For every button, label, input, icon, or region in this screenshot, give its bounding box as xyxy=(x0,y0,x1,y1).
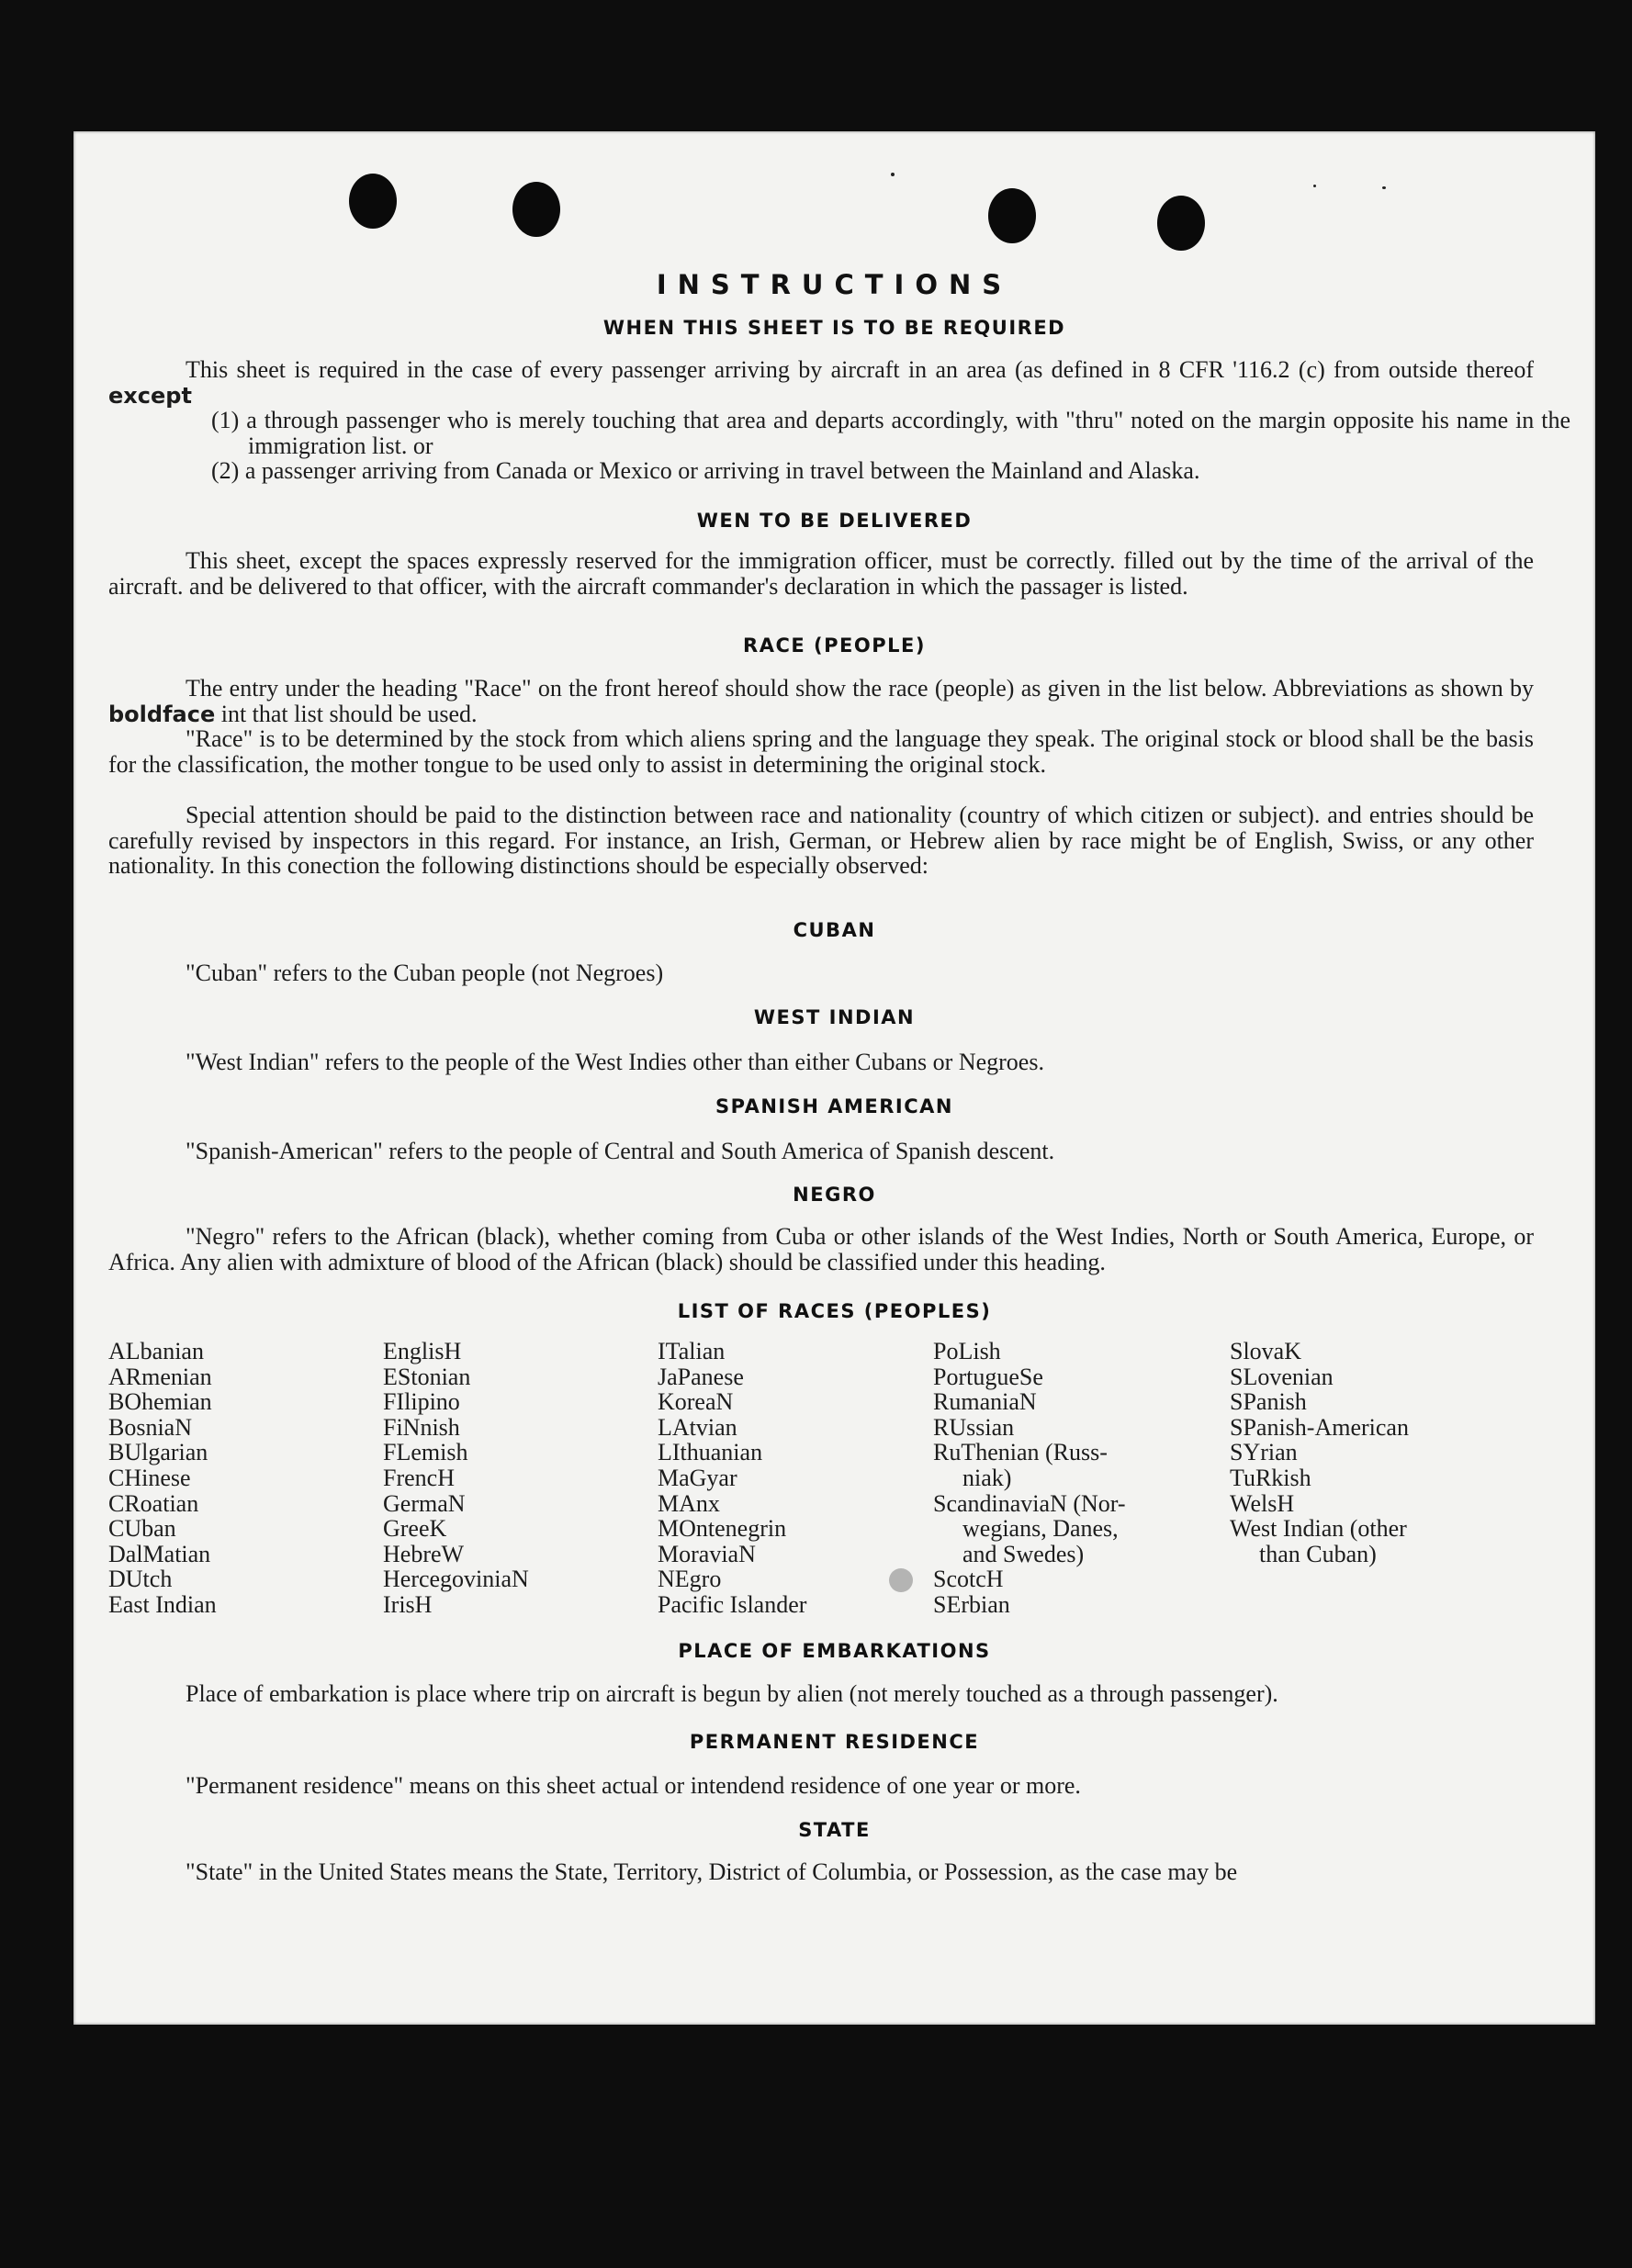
paragraph-race-1: The entry under the heading "Race" on the front hereof should show the race (people) as given in the list below. Abbreviations as shown by boldface int that list should be used. xyxy=(108,675,1534,727)
paragraph-cuban: "Cuban" refers to the Cuban people (not Negroes) xyxy=(186,960,664,986)
races-column-4 xyxy=(933,1339,1126,1618)
heading-list-of-races: LIST OF RACES (PEOPLES) xyxy=(677,1300,992,1322)
document-page xyxy=(73,131,1595,2025)
bold-except: except xyxy=(108,382,192,409)
punch-hole-2 xyxy=(512,182,560,237)
paragraph-race-3: Special attention should be paid to the distinction between race and nationality (country of which citizen or subject). and entries should be carefully revised by inspectors in this regard. For instance, an Irish, German, or Hebrew alien by race might be of English, Swiss, or any other nationality. In this conection the following distinctions should be especially observed: xyxy=(108,802,1534,879)
heading-when-delivered: WEN TO BE DELIVERED xyxy=(696,510,973,532)
heading-permanent-residence: PERMANENT RESIDENCE xyxy=(689,1731,980,1753)
race-entry-continued: wegians, Danes, xyxy=(962,1515,1119,1543)
heading-embarkation: PLACE OF EMBARKATIONS xyxy=(678,1640,991,1662)
race-entry: ARmenian xyxy=(108,1363,212,1390)
punch-hole-3 xyxy=(988,188,1036,243)
race-entry: MaGyar xyxy=(658,1464,737,1491)
dust-speck xyxy=(1313,185,1316,187)
paragraph-state: "State" in the United States means the State, Territory, District of Columbia, or Possession, as the case may be xyxy=(186,1858,1238,1885)
paragraph-spanish-american: "Spanish-American" refers to the people of Central and South America of Spanish descent. xyxy=(186,1138,1055,1164)
race-entry: MOntenegrin xyxy=(658,1515,787,1543)
race-entry: EStonian xyxy=(383,1363,471,1390)
race-entry: FrencH xyxy=(383,1464,455,1491)
race-entry: DUtch xyxy=(108,1566,173,1593)
race-entry: CHinese xyxy=(108,1464,191,1491)
race-entry: EnglisH xyxy=(383,1338,462,1364)
race-entry: BUlgarian xyxy=(108,1439,208,1466)
punch-hole-4 xyxy=(1157,196,1205,251)
dust-speck xyxy=(1382,186,1386,189)
race-entry: CRoatian xyxy=(108,1489,199,1517)
race-entry: KoreaN xyxy=(658,1388,734,1416)
heading-negro: NEGRO xyxy=(793,1184,876,1206)
race-entry: ITalian xyxy=(658,1338,726,1364)
race-entry: MoraviaN xyxy=(658,1540,756,1567)
race-entry: ScandinaviaN (Nor- xyxy=(933,1489,1126,1517)
bold-boldface: boldface xyxy=(108,701,216,727)
paragraph-embarkation: Place of embarkation is place where trip on aircraft is begun by alien (not merely touched as a through passenger). xyxy=(186,1680,1278,1707)
race-entry: SPanish xyxy=(1230,1388,1307,1416)
race-entry: SPanish-American xyxy=(1230,1413,1409,1441)
paragraph-west-indian: "West Indian" refers to the people of the West Indies other than either Cubans or Negroes. xyxy=(186,1049,1044,1075)
race-entry: IrisH xyxy=(383,1590,433,1618)
race-entry: PortugueSe xyxy=(933,1363,1043,1390)
race-entry: JaPanese xyxy=(658,1363,744,1390)
race-entry: FiNnish xyxy=(383,1413,460,1441)
race-entry: NEgro xyxy=(658,1566,722,1593)
exception-item-1: (1) a through passenger who is merely touching that area and departs accordingly, with "thru" noted on the margin opposite his name in the immigration list. or xyxy=(211,407,1570,459)
race-entry: FLemish xyxy=(383,1439,468,1466)
race-entry: FIlipino xyxy=(383,1388,460,1416)
race-entry: WelsH xyxy=(1230,1489,1295,1517)
race-entry: BOhemian xyxy=(108,1388,212,1416)
race-entry-continued: than Cuban) xyxy=(1259,1540,1377,1567)
races-column-5 xyxy=(1230,1339,1409,1566)
paragraph-permanent-residence: "Permanent residence" means on this sheet actual or intendend residence of one year or more. xyxy=(186,1772,1081,1799)
race-entry: ALbanian xyxy=(108,1338,204,1364)
exception-item-2: (2) a passenger arriving from Canada or Mexico or arriving in travel between the Mainland and Alaska. xyxy=(211,457,1200,484)
race-entry: ScotcH xyxy=(933,1566,1004,1593)
heading-race: RACE (PEOPLE) xyxy=(743,634,926,657)
heading-west-indian: WEST INDIAN xyxy=(753,1006,916,1028)
race-entry: GreeK xyxy=(383,1515,447,1543)
race-entry: DalMatian xyxy=(108,1540,211,1567)
race-entry-continued: and Swedes) xyxy=(962,1540,1085,1567)
race-entry: BosniaN xyxy=(108,1413,192,1441)
race-entry: RuThenian (Russ- xyxy=(933,1439,1108,1466)
race-entry: HercegoviniaN xyxy=(383,1566,529,1593)
race-entry: SYrian xyxy=(1230,1439,1298,1466)
dust-speck xyxy=(891,173,895,176)
heading-when-required: WHEN THIS SHEET IS TO BE REQUIRED xyxy=(602,317,1066,339)
paragraph-negro: "Negro" refers to the African (black), whether coming from Cuba or other islands of the West Indies, North or South America, Europe, or Africa. Any alien with admixture of blood of the African (black) should be classified under this heading. xyxy=(108,1223,1534,1275)
race-entry: Pacific Islander xyxy=(658,1590,807,1618)
race-entry: LIthuanian xyxy=(658,1439,763,1466)
race-entry: West Indian (other xyxy=(1230,1515,1407,1543)
race-entry: East Indian xyxy=(108,1590,217,1618)
ink-blot xyxy=(889,1568,913,1592)
races-column-3 xyxy=(658,1339,806,1618)
race-entry: SErbian xyxy=(933,1590,1010,1618)
race-entry: SLovenian xyxy=(1230,1363,1334,1390)
race-entry: GermaN xyxy=(383,1489,466,1517)
race-entry-continued: niak) xyxy=(962,1464,1012,1491)
race-entry: SlovaK xyxy=(1230,1338,1301,1364)
punch-hole-1 xyxy=(349,174,397,229)
paragraph-race-2: "Race" is to be determined by the stock from which aliens spring and the language they speak. The original stock or blood shall be the basis for the classification, the mother tongue to be used only to assist in determining the original stock. xyxy=(108,725,1534,778)
race-entry: RUssian xyxy=(933,1413,1015,1441)
paragraph-when-delivered: This sheet, except the spaces expressly reserved for the immigration officer, must be correctly. filled out by the time of the arrival of the aircraft. and be delivered to that officer, with the aircraft commander's declaration in which the passager is listed. xyxy=(108,547,1534,600)
races-column-2 xyxy=(383,1339,529,1618)
race-entry: LAtvian xyxy=(658,1413,737,1441)
heading-cuban: CUBAN xyxy=(793,919,876,941)
heading-state: STATE xyxy=(798,1819,871,1841)
race-entry: HebreW xyxy=(383,1540,465,1567)
races-column-1 xyxy=(108,1339,217,1618)
document-title: INSTRUCTIONS xyxy=(656,269,1013,300)
race-entry: PoLish xyxy=(933,1338,1001,1364)
race-entry: RumaniaN xyxy=(933,1388,1037,1416)
race-entry: CUban xyxy=(108,1515,176,1543)
heading-spanish-american: SPANISH AMERICAN xyxy=(715,1095,953,1117)
race-entry: MAnx xyxy=(658,1489,720,1517)
race-entry: TuRkish xyxy=(1230,1464,1311,1491)
paragraph-when-required: This sheet is required in the case of every passenger arriving by aircraft in an area (as defined in 8 CFR '116.2 (c) from outside thereof except xyxy=(108,356,1534,409)
